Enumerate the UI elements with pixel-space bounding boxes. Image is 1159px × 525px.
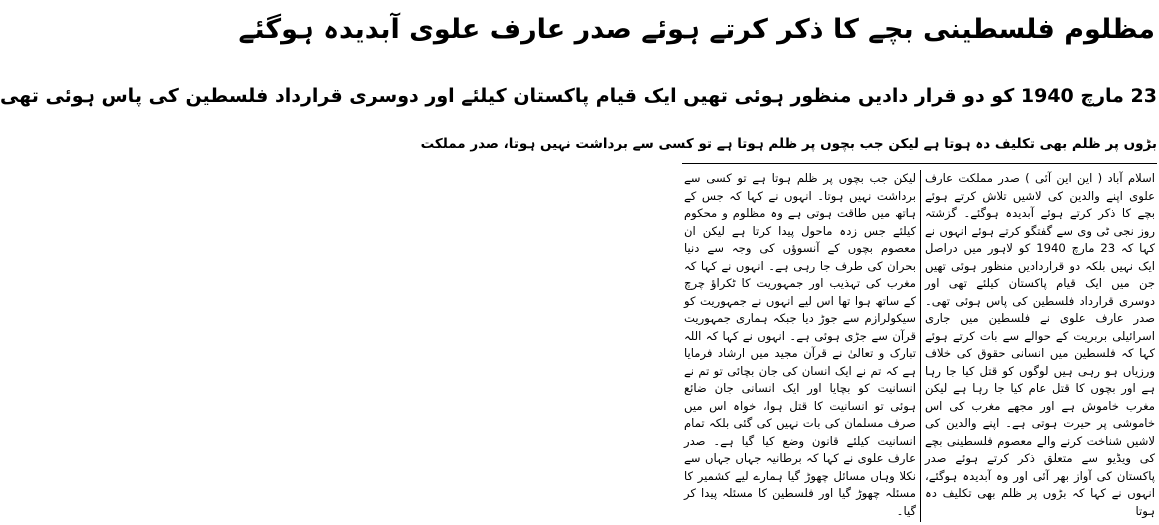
article-column-right: [925, 170, 1155, 522]
article-text-left: لیکن جب بچوں پر ظلم ہوتا ہے تو کسی سے برداشت نہیں ہوتا۔ انہوں نے کہا کہ جس کے ہاتھ میں طاقت ہوتی ہے وہ مظلوم و محکوم کیلئے جس زدہ ماحول پیدا کرتا ہے لیکن ان معصوم بچوں کے آنسوؤں کی وجہ سے دنیا بحران کی طرف جا رہی ہے۔ انہوں نے کہا کہ مغرب کی تہذیب اور جمہوریت کا ٹکراؤ چرچ کے ساتھ ہوا تھا اس لیے انہوں نے جمہوریت کو سیکولرازم سے جوڑ دیا جبکہ ہماری جمہوریت قرآن سے جڑی ہوئی ہے۔ انہوں نے کہا کہ اللہ تبارک و تعالیٰ نے قرآن مجید میں ارشاد فرمایا ہے کہ تم نے ایک انسان کی جان بچائی تو تم نے انسانیت کو بچایا اور ایک انسانی جان ضائع ہوئی تو انسانیت کا قتل ہوا، خواہ اس میں صرف مسلمان کی بات نہیں کی گئی بلکہ تمام انسانیت کیلئے قانون وضع کیا گیا ہے۔ صدر عارف علوی نے کہا کہ برطانیہ جہاں جہاں سے نکلا وہاں مسائل چھوڑ گیا ہمارے لیے کشمیر کا مسئلہ چھوڑ گیا اور فلسطین کا مسئلہ پیدا کر گیا۔: [684, 171, 916, 518]
column-divider: [920, 170, 921, 522]
headline: مظلوم فلسطینی بچے کا ذکر کرتے ہوئے صدر عارف علوی آبدیدہ ہوگئے: [238, 14, 1155, 45]
subheadline-primary: 23 مارچ 1940 کو دو قرار دادیں منظور ہوئی تھیں ایک قیام پاکستان کیلئے اور دوسری قرارداد فلسطین کی پاس ہوئی تھی: [0, 85, 1157, 107]
article-column-left: [684, 170, 916, 522]
article-text-right: اسلام آباد ( این این آئی ) صدر مملکت عارف علوی اپنے والدین کی لاشیں تلاش کرتے ہوئے بچے کا ذکر کرتے ہوئے آبدیدہ ہوگئے۔ گزشتہ روز نجی ٹی وی سے گفتگو کرتے ہوئے انہوں نے کہا کہ 23 مارچ 1940 کو لاہور میں دراصل ایک نہیں بلکہ دو قراردادیں منظور ہوئی تھیں جن میں ایک قیام پاکستان کیلئے تھی اور دوسری قرارداد فلسطین کی پاس ہوئی تھی۔ صدر عارف علوی نے فلسطین میں جاری اسرائیلی بربریت کے حوالے سے بات کرتے ہوئے کہا کہ فلسطین میں انسانی حقوق کی خلاف ورزیاں ہو رہی ہیں لوگوں کو قتل کیا جا رہا ہے اور بچوں کا قتل عام کیا جا رہا ہے لیکن مغرب خاموش ہے اور مجھے مغرب کی اس خاموشی پر حیرت ہوتی ہے۔ اپنے والدین کی لاشیں شناخت کرنے والے معصوم فلسطینی بچے کی ویڈیو سے متعلق ذکر کرتے ہوئے صدر پاکستان کی آواز بھر آئی اور وہ آبدیدہ ہوگئے، انہوں نے کہا کہ بڑوں پر ظلم بھی تکلیف دہ ہوتا: [925, 171, 1156, 518]
subheadline-secondary: بڑوں پر ظلم بھی تکلیف دہ ہوتا ہے لیکن جب بچوں پر ظلم ہوتا ہے تو کسی سے برداشت نہیں ہوتا، صدر مملکت: [420, 136, 1157, 152]
headline-rule: [682, 163, 1157, 164]
